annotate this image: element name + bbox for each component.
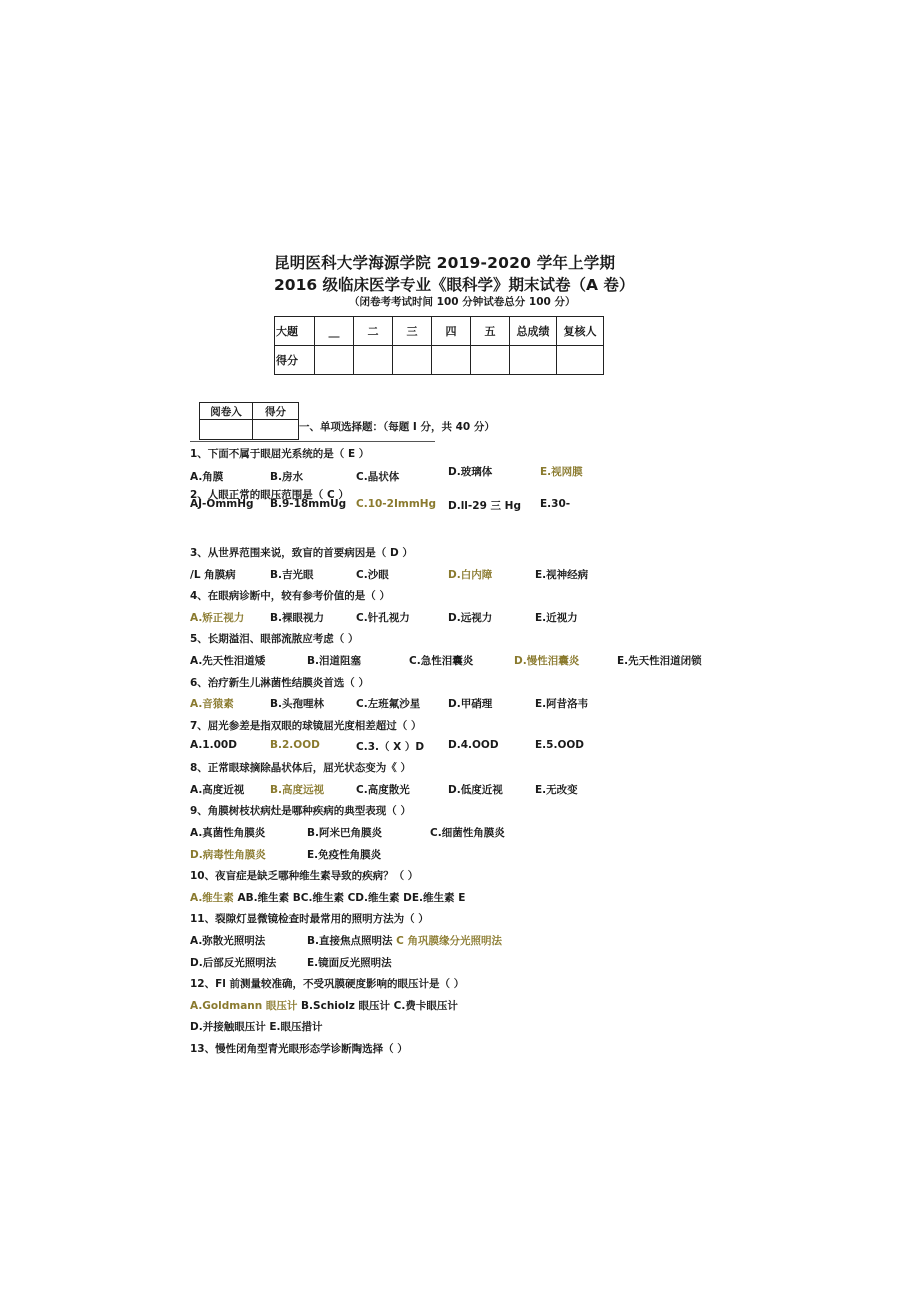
q4-option-a: A.矫正视力 (190, 612, 245, 624)
question-6: 6、治疗新生儿淋菌性结膜炎首选（ ） (190, 677, 369, 689)
q3-option-c: C.沙眼 (356, 569, 389, 581)
score-cell-part5: 五 (471, 317, 510, 346)
q8-option-a: A.高度近视 (190, 784, 245, 796)
q7-option-a: A.1.00D (190, 739, 237, 751)
q2-option-e: E.30- (540, 498, 571, 510)
question-1: 1、下面不属于眼屈光系统的是（ E ） (190, 448, 370, 460)
q7-option-d: D.4.OOD (448, 739, 499, 751)
q3-option-d: D.白内障 (448, 569, 493, 581)
q9-option-d: D.病毒性角膜炎 (190, 849, 266, 861)
q1-option-a: A.角膜 (190, 471, 224, 483)
question-5: 5、长期溢泪、眼部流脓应考虑（ ） (190, 633, 359, 645)
question-4: 4、在眼病诊断中，较有参考价值的是（ ） (190, 590, 390, 602)
q12-options-abc (190, 998, 458, 1013)
question-13: 13、慢性闭角型青光眼形态学诊断陶选择（ ） (190, 1043, 408, 1055)
question-3: 3、从世界范围来说，致盲的首要病因是（ D ） (190, 547, 413, 559)
q9-option-e: E.免疫性角膜炎 (307, 849, 382, 861)
score-input-total[interactable] (510, 346, 557, 375)
score-input-reviewer[interactable] (557, 346, 604, 375)
q11-option-c: C 角巩膜缘分光照明法 (396, 935, 503, 947)
q2-option-c: C.10-2ImmHg (356, 498, 437, 510)
q7-option-b: B.2.OOD (270, 739, 320, 751)
q4-option-d: D.远视力 (448, 612, 493, 624)
grader-score-label: 得分 (253, 403, 299, 420)
q1-option-b: B.房水 (270, 471, 303, 483)
exam-subtitle: （闭卷考考试时间 100 分钟试卷总分 100 分） (349, 296, 576, 308)
q9-option-c: C.细菌性角膜炎 (430, 827, 505, 839)
q12-options-de: D.并接触眼压计 E.眼压措计 (190, 1021, 323, 1033)
q12-options-bc: B.Schiolz 眼压计 C.费卡眼压计 (297, 1000, 458, 1012)
grader-score-input[interactable] (253, 420, 299, 440)
q5-option-b: B.泪道阻塞 (307, 655, 361, 667)
q11-option-a: A.弥散光照明法 (190, 935, 266, 947)
q8-option-b: B.高度远视 (270, 784, 324, 796)
q11-option-d: D.后部反光照明法 (190, 957, 277, 969)
q1-option-c: C.晶状体 (356, 471, 400, 483)
grader-box (199, 402, 299, 440)
q6-option-b: B.头孢哩林 (270, 698, 324, 710)
score-input-part5[interactable] (471, 346, 510, 375)
grader-label: 阅卷入 (200, 403, 253, 420)
q7-option-e: E.5.OOD (535, 739, 585, 751)
score-cell-label: 大题 (275, 317, 315, 346)
q3-option-a: /L 角膜病 (190, 569, 236, 581)
question-11: 11、裂隙灯显微镜检查时最常用的照明方法为（ ） (190, 913, 429, 925)
score-cell-reviewer: 复核人 (557, 317, 604, 346)
q3-option-e: E.视神经病 (535, 569, 589, 581)
q5-option-c: C.急性泪囊炎 (409, 655, 474, 667)
question-10: 10、夜盲症是缺乏哪种维生素导致的疾病？（ ） (190, 870, 419, 882)
score-input-part2[interactable] (354, 346, 393, 375)
q8-option-c: C.高度散光 (356, 784, 410, 796)
score-input-part1[interactable] (315, 346, 354, 375)
q6-option-e: E.阿昔洛韦 (535, 698, 589, 710)
score-table-score-row (275, 346, 604, 375)
q7-option-c: C.3.（ X ）D (356, 741, 425, 753)
q10-options-rest: AB.维生素 BC.维生素 CD.维生素 DE.维生素 E (233, 892, 466, 904)
q9-option-b: B.阿米巴角膜炎 (307, 827, 382, 839)
section-title: 一、单项选择题：（每题 I 分，共 40 分） (299, 421, 495, 433)
score-cell-part3: 三 (393, 317, 432, 346)
q12-option-a: A.Goldmann 眼压计 (190, 1000, 298, 1012)
score-row-label: 得分 (275, 346, 315, 375)
q6-option-c: C.左班氟沙星 (356, 698, 421, 710)
q9-option-a: A.真菌性角膜炎 (190, 827, 266, 839)
score-cell-part1: __ (315, 317, 354, 346)
q1-option-d: D.玻璃体 (448, 466, 493, 478)
q11-options-bc (307, 933, 502, 948)
score-input-part3[interactable] (393, 346, 432, 375)
q8-option-e: E.无改变 (535, 784, 578, 796)
exam-title-line1: 昆明医科大学海源学院 2019-2020 学年上学期 (274, 254, 616, 272)
exam-title-line2: 2016 级临床医学专业《眼科学》期末试卷（A 卷） (274, 276, 635, 294)
q11-option-b: B.直接焦点照明法 (307, 935, 397, 947)
score-table-header-row (275, 317, 604, 346)
score-cell-part2: 二 (354, 317, 393, 346)
q1-option-e: E.视网膜 (540, 466, 583, 478)
question-12: 12、Fl 前测量较准确，不受巩膜硬度影响的眼压计是（ ） (190, 978, 465, 990)
grader-input[interactable] (200, 420, 253, 440)
q5-option-e: E.先天性泪道闭锁 (617, 655, 702, 667)
section-divider (190, 441, 435, 442)
q3-option-b: B.吉光眼 (270, 569, 314, 581)
q11-option-e: E.镜面反光照明法 (307, 957, 392, 969)
question-2: 2、人眼正常的眼压范围是（ C ） (190, 489, 349, 501)
question-7: 7、屈光参差是指双眼的球镜屈光度相差超过（ ） (190, 720, 422, 732)
q4-option-e: E.近视力 (535, 612, 578, 624)
q6-option-d: D.甲硝理 (448, 698, 493, 710)
score-cell-part4: 四 (432, 317, 471, 346)
score-input-part4[interactable] (432, 346, 471, 375)
question-9: 9、角膜树枝状病灶是哪种疾病的典型表现（ ） (190, 805, 411, 817)
q2-option-d: D.ll-29 三 Hg (448, 500, 521, 512)
q2-option-b: B.9-18mmUg (270, 498, 347, 510)
q10-option-a: A.维生素 (190, 892, 234, 904)
q8-option-d: D.低度近视 (448, 784, 503, 796)
score-cell-total: 总成绩 (510, 317, 557, 346)
q6-option-a: A.音猿素 (190, 698, 234, 710)
q2-option-a: AJ-OmmHg (190, 498, 254, 510)
q4-option-b: B.裸眼视力 (270, 612, 324, 624)
question-8: 8、正常眼球摘除晶状体后，屈光状态变为《 ） (190, 762, 411, 774)
q5-option-a: A.先天性泪道矮 (190, 655, 266, 667)
q5-option-d: D.慢性泪囊炎 (514, 655, 580, 667)
score-table (274, 316, 604, 375)
q4-option-c: C.针孔视力 (356, 612, 410, 624)
q10-options (190, 890, 465, 905)
